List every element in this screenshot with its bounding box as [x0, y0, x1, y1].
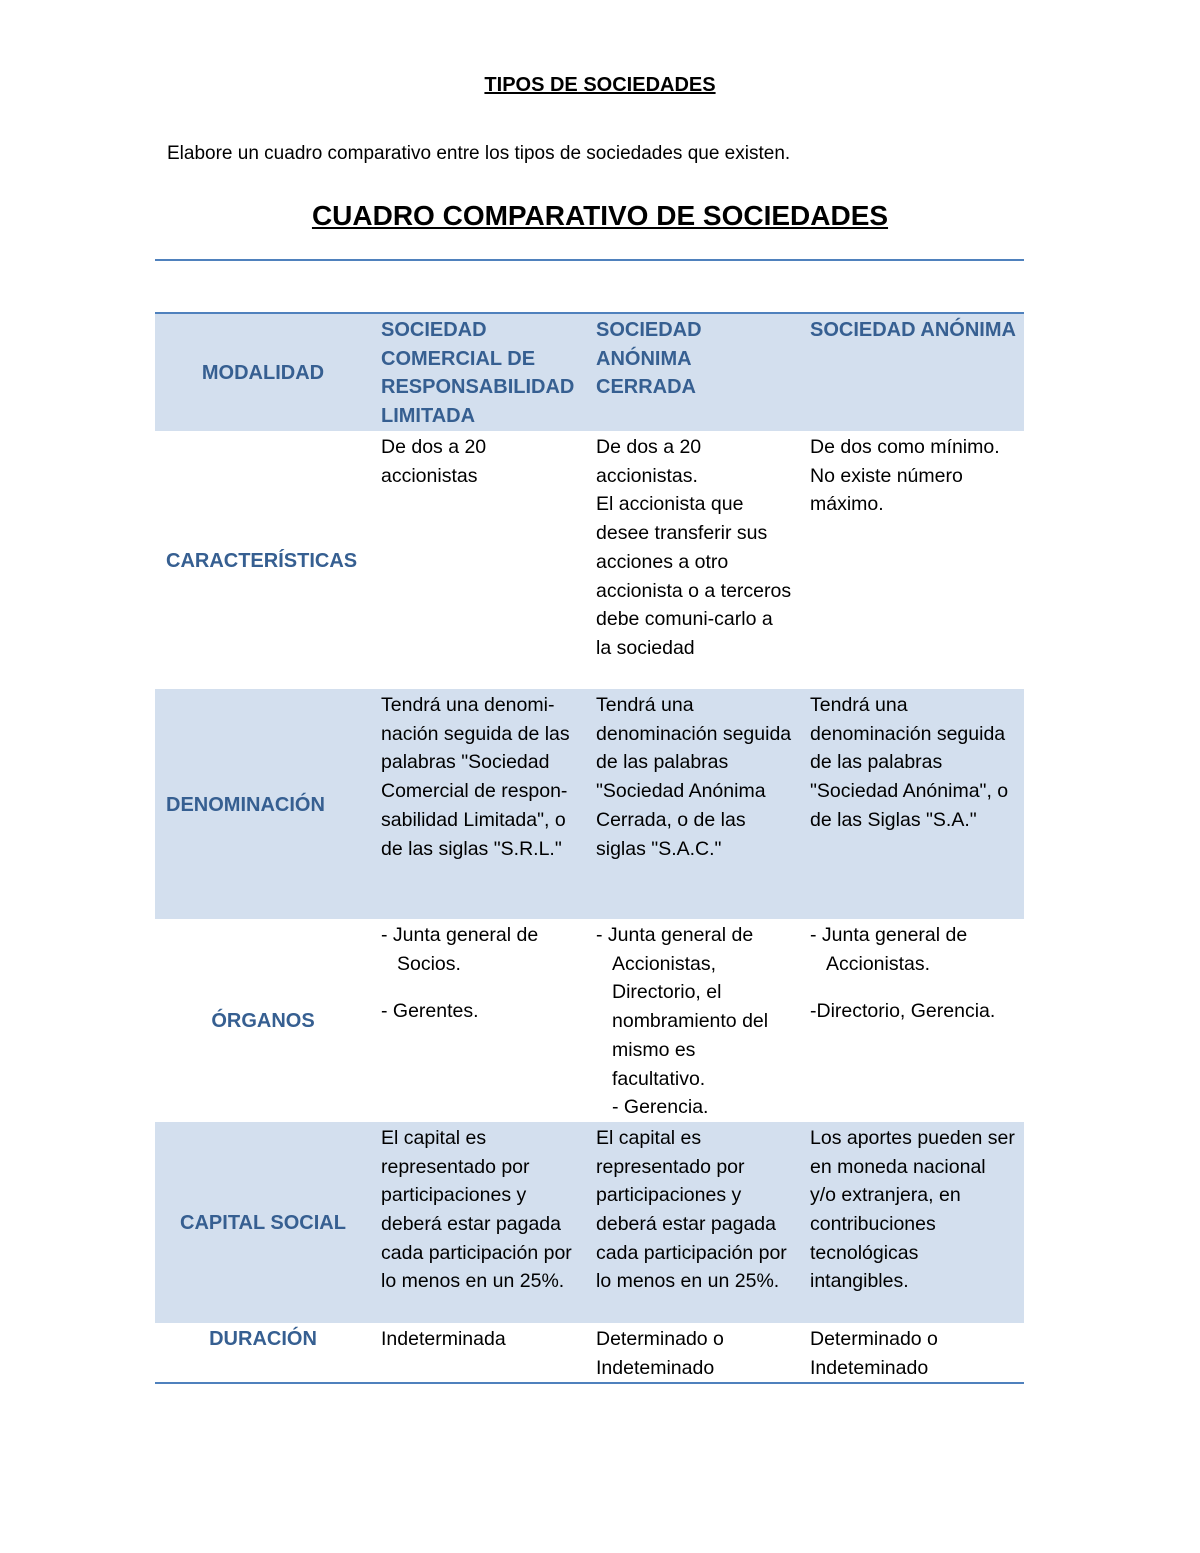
table-title: CUADRO COMPARATIVO DE SOCIEDADES	[311, 200, 889, 231]
title-divider	[155, 259, 1024, 261]
cell-denominacion-sac: Tendrá una denominación seguida de las palabras "Sociedad Anónima Cerrada, o de las siglas "S.A.C."	[586, 689, 800, 919]
cell-organos-srl	[371, 919, 586, 1122]
table-row-header	[155, 313, 1024, 431]
row-label-organos: ÓRGANOS	[211, 1010, 315, 1033]
caracteristicas-sac-line2: El accionista que desee transferir sus acciones a otro accionista o a terceros debe comuni-carlo a la sociedad	[596, 493, 792, 659]
organos-srl-item1-rest: Socios.	[397, 952, 461, 975]
table-row-capital-social	[155, 1122, 1024, 1323]
cell-duracion-sac: Determinado o Indeteminado	[596, 1327, 724, 1379]
organos-sa-item2: -Directorio, Gerencia.	[810, 1000, 996, 1023]
cell-organos-sac	[586, 919, 800, 1122]
organos-srl-item1-first: - Junta general de	[381, 924, 539, 946]
instruction-text: Elabore un cuadro comparativo entre los tipos de sociedades que existen.	[167, 143, 791, 164]
organos-sa-item1-first: - Junta general de	[810, 924, 968, 946]
organos-sa-item1-rest: Accionistas.	[826, 952, 931, 975]
cell-caracteristicas-sac	[586, 431, 800, 689]
header-col-sac: SOCIEDAD ANÓNIMA CERRADA	[586, 313, 800, 431]
cell-denominacion-srl: Tendrá una denomi-nación seguida de las palabras "Sociedad Comercial de respon-sabilidad Limitada", o de las siglas "S.R.L."	[371, 689, 586, 919]
comparison-table	[155, 312, 1024, 1384]
cell-organos-sa	[800, 919, 1024, 1122]
row-label-duracion: DURACIÓN	[209, 1327, 317, 1350]
table-row-duracion	[155, 1323, 1024, 1383]
table-row-denominacion	[155, 689, 1024, 919]
row-label-capital-social: CAPITAL SOCIAL	[155, 1122, 371, 1323]
cell-caracteristicas-sa: De dos como mínimo. No existe número máximo.	[810, 436, 1000, 516]
table-row-organos	[155, 919, 1024, 1122]
cell-duracion-srl: Indeterminada	[381, 1327, 506, 1350]
caracteristicas-sac-line1: De dos a 20 accionistas.	[596, 436, 702, 487]
cell-denominacion-sa: Tendrá una denominación seguida de las palabras "Sociedad Anónima", o de las Siglas "S.A."	[800, 689, 1024, 919]
cell-capital-sa: Los aportes pueden ser en moneda nacional y/o extranjera, en contribuciones tecnológicas intangibles.	[800, 1122, 1024, 1323]
row-label-denominacion: DENOMINACIÓN	[155, 689, 371, 919]
document-title: TIPOS DE SOCIEDADES	[484, 74, 716, 96]
header-col-srl: SOCIEDAD COMERCIAL DE RESPONSABILIDAD LIMITADA	[371, 313, 586, 431]
cell-capital-sac: El capital es representado por participaciones y deberá estar pagada cada participación por lo menos en un 25%.	[586, 1122, 800, 1323]
organos-sac-item2: - Gerencia.	[612, 1096, 709, 1119]
header-col-sa: SOCIEDAD ANÓNIMA	[800, 313, 1024, 431]
row-label-modalidad: MODALIDAD	[155, 313, 371, 431]
cell-capital-srl: El capital es representado por participaciones y deberá estar pagada cada participación por lo menos en un 25%.	[371, 1122, 586, 1323]
table-row-caracteristicas	[155, 431, 1024, 689]
cell-caracteristicas-srl: De dos a 20 accionistas	[381, 436, 487, 487]
organos-srl-item2: - Gerentes.	[381, 1000, 479, 1023]
organos-sac-item1-first: - Junta general de	[596, 924, 754, 946]
row-label-caracteristicas: CARACTERÍSTICAS	[166, 549, 358, 572]
organos-sac-item1-rest: Accionistas, Directorio, el nombramiento del mismo es facultativo.	[612, 952, 769, 1090]
cell-duracion-sa: Determinado o Indeteminado	[810, 1327, 938, 1379]
